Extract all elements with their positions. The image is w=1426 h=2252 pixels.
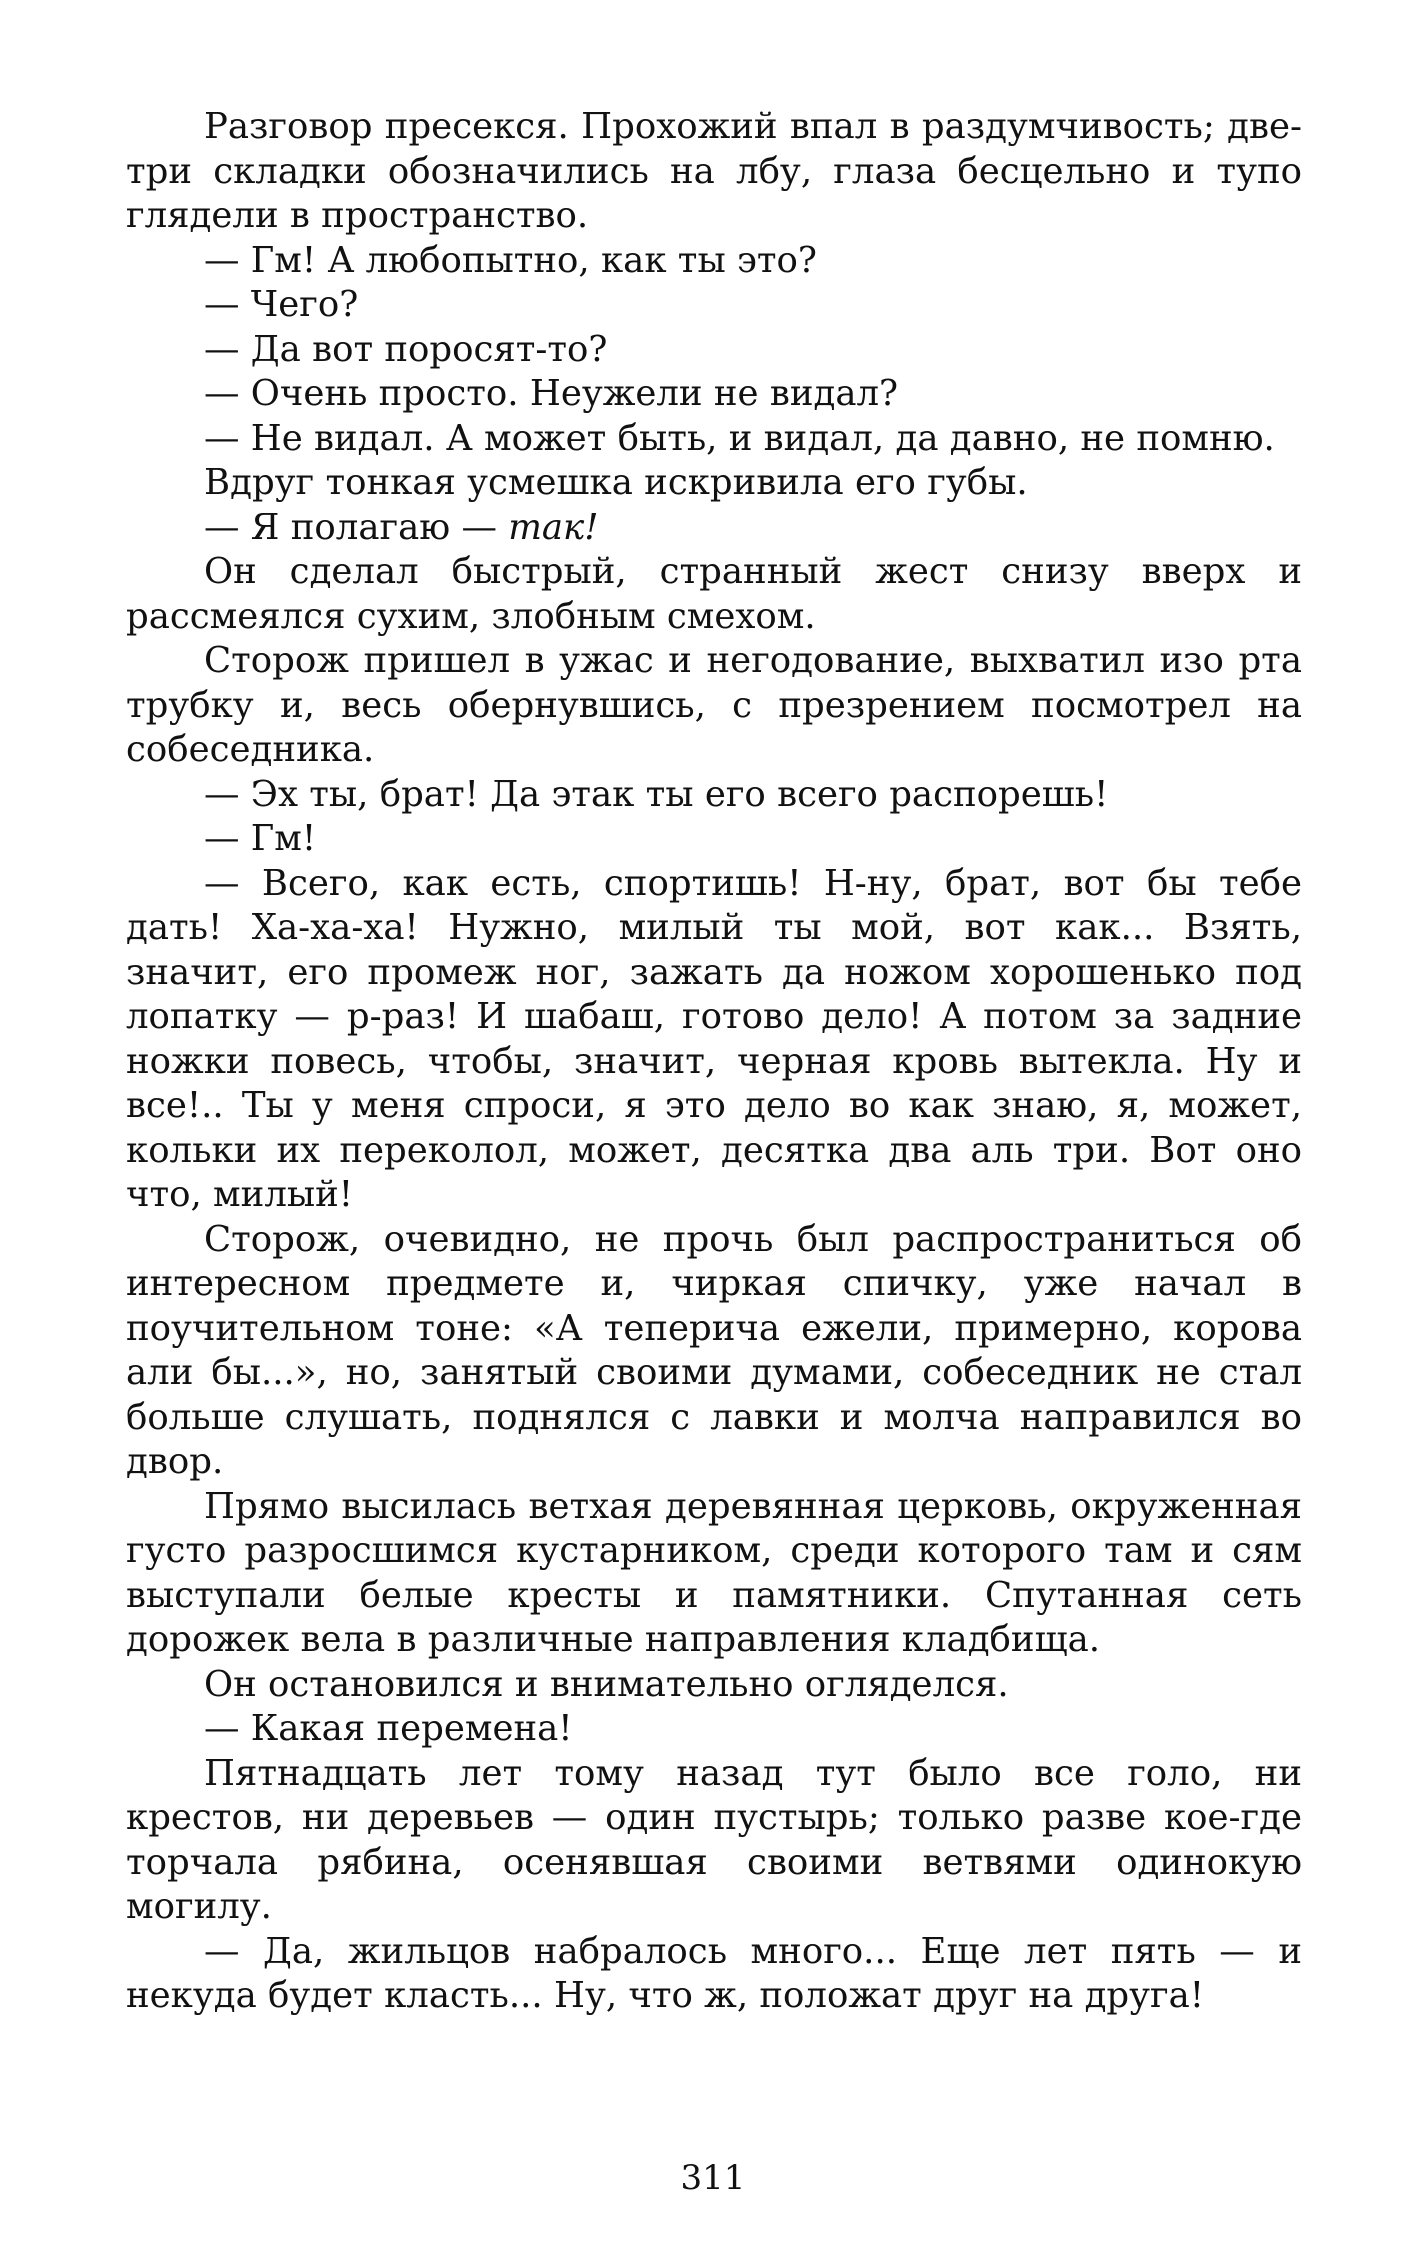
paragraph: Вдруг тонкая усмешка искривила его губы. (204, 462, 1028, 503)
page-text (126, 105, 1302, 2019)
paragraph: Он остановился и внимательно огляделся. (204, 1663, 1009, 1705)
paragraph: Прямо высилась ветхая деревянная церковь, окруженная густо разросшимся кустарником, среди которого там и сям выступали белые кресты и памятники. Спутанная сеть дорожек вела в различные направления кладбища. (126, 1485, 1302, 1660)
dialogue-line: — Гм! А любопытно, как ты это? (204, 239, 817, 281)
paragraph: Пятнадцать лет тому назад тут было все голо, ни крестов, ни деревьев — один пустырь; только разве кое-где торчала рябина, осенявшая своими ветвями одинокую могилу. (126, 1752, 1302, 1927)
dialogue-line: — Гм! (204, 818, 317, 859)
paragraph: Сторож, очевидно, не прочь был распространиться об интересном предмете и, чиркая спичку, уже начал в поучительном тоне: «А теперича ежели, примерно, корова али бы...», но, занятый своими думами, собеседник не стал больше слушать, поднялся с лавки и молча направился во двор. (126, 1218, 1302, 1482)
paragraph: Он сделал быстрый, странный жест снизу вверх и рассмеялся сухим, злобным смехом. (126, 551, 1302, 637)
dialogue-lead: — Я полагаю — (204, 506, 509, 548)
dialogue-line: — Какая перемена! (204, 1708, 573, 1749)
dialogue-line-italic (126, 506, 1302, 551)
dialogue-line: — Да, жильцов набралось много... Еще лет пять — и некуда будет класть... Ну, что ж, положат друг на друга! (126, 1930, 1302, 2016)
dialogue-line: — Эх ты, брат! Да этак ты его всего распорешь! (204, 773, 1109, 815)
paragraph: Разговор пресекся. Прохожий впал в раздумчивость; две-три складки обозначились на лбу, глаза бесцельно и тупо глядели в пространство. (126, 106, 1302, 236)
dialogue-line: — Чего? (204, 284, 359, 325)
italic-word: так! (508, 506, 599, 548)
dialogue-line: — Очень просто. Неужели не видал? (204, 373, 899, 414)
dialogue-line: — Не видал. А может быть, и видал, да давно, не помню. (204, 417, 1275, 459)
dialogue-line: — Да вот поросят-то? (204, 328, 608, 370)
dialogue-line: — Всего, как есть, спортишь! Н-ну, брат, вот бы тебе дать! Ха-ха-ха! Нужно, милый ты мой, вот как... Взять, значит, его промеж ног, зажать да ножом хорошенько под лопатку — р-раз! И шабаш, готово дело! А потом за задние ножки повесь, чтобы, значит, черная кровь вытекла. Ну и все!.. Ты у меня спроси, я это дело во как знаю, я, может, кольки их переколол, может, десятка два аль три. Вот оно что, милый! (126, 862, 1302, 1215)
paragraph: Сторож пришел в ужас и негодование, выхватил изо рта трубку и, весь обернувшись, с презрением посмотрел на собеседника. (126, 640, 1302, 770)
page-number: 311 (680, 2158, 746, 2198)
